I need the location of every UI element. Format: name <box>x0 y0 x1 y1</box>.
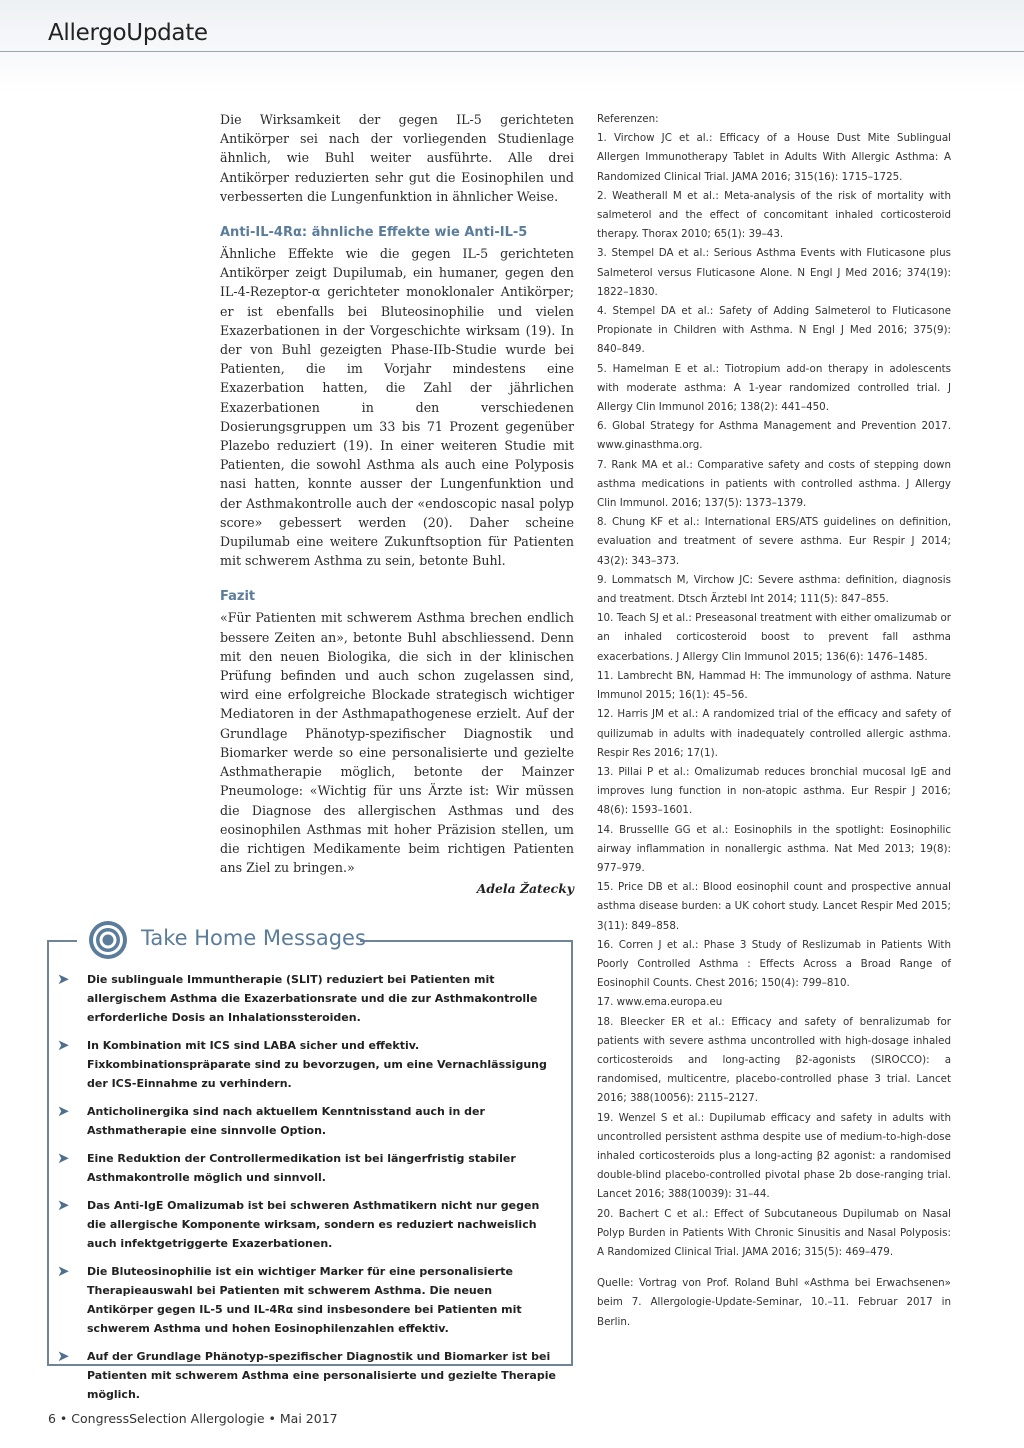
take-home-top-border-right <box>360 940 573 942</box>
reference-item: 19. Wenzel S et al.: Dupilumab efficacy and safety in adults with uncontrolled persistent asthma despite use of medium-to-high-dose inhaled corticosteroids plus a long-acting β2 agonist: a randomised double-blind placebo-controlled pivotal phase 2b dose-ranging trial. Lancet 2016; 388(10039): 31–44. <box>597 1111 951 1201</box>
arrow-bullet-icon: ➤ <box>57 1036 70 1054</box>
article-left-column <box>220 110 574 896</box>
arrow-bullet-icon: ➤ <box>57 1196 70 1214</box>
take-home-text: Das Anti-IgE Omalizumab ist bei schweren Asthmatikern nicht nur gegen die allergische Komponente wirksam, sondern es reduziert nachweislich auch infektgetriggerte Exazerbationen. <box>87 1199 540 1250</box>
take-home-title: Take Home Messages <box>141 926 366 950</box>
take-home-list <box>57 970 562 1413</box>
section-heading-anti-il4: Anti-IL-4Rα: ähnliche Effekte wie Anti-IL-5 <box>220 225 528 241</box>
reference-item: 11. Lambrecht BN, Hammad H: The immunology of asthma. Nature Immunol 2015; 16(1): 45–56. <box>597 669 951 702</box>
reference-item: 13. Pillai P et al.: Omalizumab reduces bronchial mucosal IgE and improves lung function in non-atopic asthma. Eur Respir J 2016; 48(6): 1593–1601. <box>597 765 951 817</box>
reference-item: 18. Bleecker ER et al.: Efficacy and safety of benralizumab for patients with severe asthma uncontrolled with high-dosage inhaled corticosteroids and long-acting β2-agonists (SIROCCO): a randomised, multicentre, placebo-controlled phase 3 trial. Lancet 2016; 388(10056): 2115–2127. <box>597 1015 951 1105</box>
take-home-item <box>57 1262 562 1338</box>
take-home-text: Auf der Grundlage Phänotyp-spezifischer Diagnostik und Biomarker ist bei Patienten mit schwerem Asthma eine personalisierte und gezielte Therapie möglich. <box>87 1350 556 1401</box>
reference-item: 15. Price DB et al.: Blood eosinophil count and prospective annual asthma disease burden: a UK cohort study. Lancet Respir Med 2015; 3(11): 849–858. <box>597 881 951 932</box>
arrow-bullet-icon: ➤ <box>57 1347 70 1365</box>
reference-item: 9. Lommatsch M, Virchow JC: Severe asthma: definition, diagnosis and treatment. Dtsch Ärztebl Int 2014; 111(5): 847–855. <box>597 573 951 606</box>
take-home-item <box>57 1196 562 1253</box>
reference-item: 1. Virchow JC et al.: Efficacy of a House Dust Mite Sublingual Allergen Immunotherapy Tablet in Adults With Allergic Asthma: A Randomized Clinical Trial. JAMA 2016; 315(16): 1715–1725. <box>597 132 951 183</box>
reference-item: 2. Weatherall M et al.: Meta-analysis of the risk of mortality with salmeterol and the effect of concomitant inhaled corticosteroid therapy. Thorax 2010; 65(1): 39–43. <box>597 189 951 241</box>
arrow-bullet-icon: ➤ <box>57 1262 70 1280</box>
take-home-item <box>57 1036 562 1093</box>
reference-item: 7. Rank MA et al.: Comparative safety and costs of stepping down asthma medications in patients with controlled asthma. J Allergy Clin Immunol. 2016; 137(5): 1373–1379. <box>597 458 951 510</box>
reference-item: 20. Bachert C et al.: Effect of Subcutaneous Dupilumab on Nasal Polyp Burden in Patients With Chronic Sinusitis and Nasal Polyposis: A Randomized Clinical Trial. JAMA 2016; 315(5): 469–479. <box>597 1207 951 1258</box>
reference-item: 6. Global Strategy for Asthma Management and Prevention 2017. www.ginasthma.org. <box>597 420 951 452</box>
intro-paragraph: Die Wirksamkeit der gegen IL-5 gerichteten Antikörper sei nach der vorliegenden Studienlage ähnlich, wie Buhl weiter ausführte. Alle drei Antikörper reduzierten sehr gut die Eosinophilen und verbesserten die Lungenfunktion in ähnlicher Weise. <box>220 112 574 204</box>
references-list <box>597 129 951 1262</box>
reference-item: 17. www.ema.europa.eu <box>597 996 723 1009</box>
reference-item: 8. Chung KF et al.: International ERS/ATS guidelines on definition, evaluation and treatment of severe asthma. Eur Respir J 2014; 43(2): 343–373. <box>597 516 951 567</box>
take-home-text: In Kombination mit ICS sind LABA sicher und effektiv. Fixkombinationspräparate sind zu bevorzugen, um eine Vernachlässigung der ICS-Einnahme zu verhindern. <box>87 1039 547 1090</box>
references-heading: Referenzen: <box>597 113 659 125</box>
paragraph-fazit: «Für Patienten mit schwerem Asthma brechen endlich bessere Zeiten an», betonte Buhl abschliessend. Denn mit den neuen Biologika, die sich in der klinischen Prüfung befinden und auch schon zugelassen sind, wird eine erfolgreiche Blockade strategisch wichtiger Mediatoren in der Asthmapathogenese erzielt. Auf der Grundlage Phänotyp-spezifischer Diagnostik und Biomarker werde so eine personalisierte und gezielte Asthmatherapie möglich, betonte der Mainzer Pneumologe: «Wichtig für uns Ärzte ist: Wir müssen die Diagnose des allergischen Asthmas und des eosinophilen Asthmas mit hoher Präzision stellen, um die richtigen Medikamente beim richtigen Patienten ans Ziel zu bringen.» <box>220 610 574 876</box>
reference-item: 5. Hamelman E et al.: Tiotropium add-on therapy in adolescents with moderate asthma: A 1-year randomized controlled trial. J Allergy Clin Immunol 2016; 138(2): 441–450. <box>597 362 951 414</box>
take-home-text: Eine Reduktion der Controllermedikation ist bei längerfristig stabiler Asthmakontrolle möglich und sinnvoll. <box>87 1152 516 1184</box>
take-home-item <box>57 970 562 1027</box>
reference-item: 10. Teach SJ et al.: Preseasonal treatment with either omalizumab or an inhaled corticosteroid boost to prevent fall asthma exacerbations. J Allergy Clin Immunol 2015; 136(6): 1476–1485. <box>597 612 951 663</box>
reference-item: 14. Brussellle GG et al.: Eosinophils in the spotlight: Eosinophilic airway inflammation in nonallergic asthma. Nat Med 2013; 19(8): 977–979. <box>597 823 951 874</box>
arrow-bullet-icon: ➤ <box>57 1149 70 1167</box>
author-name: Adela Žatecky <box>476 881 574 897</box>
take-home-text: Anticholinergika sind nach aktuellem Kenntnisstand auch in der Asthmatherapie eine sinnvolle Option. <box>87 1105 485 1137</box>
take-home-text: Die sublinguale Immuntherapie (SLIT) reduziert bei Patienten mit allergischem Asthma die Exazerbationsrate und die zur Asthmakontrolle erforderliche Dosis an Inhalationssteroiden. <box>87 973 538 1024</box>
take-home-top-border-left <box>47 940 77 942</box>
section-heading-fazit: Fazit <box>220 589 256 605</box>
paragraph-anti-il4: Ähnliche Effekte wie die gegen IL-5 gerichteten Antikörper zeigt Dupilumab, ein humaner, gegen den IL-4-Rezeptor-α gerichteter monoklonaler Antikörper; er ist ebenfalls bei Bluteosinophilie und vielen Exazerbationen in der Vorgeschichte wirksam (19). In der von Buhl gezeigten Phase-IIb-Studie wurde bei Patienten, die im Vorjahr mindestens eine Exazerbation hatten, die Zahl der jährlichen Exazerbationen in den verschiedenen Dosierungsgruppen um 33 bis 71 Prozent gegenüber Plazebo reduziert (19). In einer weiteren Studie mit Patienten, die sowohl Asthma als auch eine Polyposis nasi hatten, konnte ausser der Lungenfunktion und der Asthmakontrolle auch der «endoscopic nasal polyp score» gebessert werden (20). Daher scheine Dupilumab eine weitere Zukunftsoption für Patienten mit schwerem Asthma zu sein, betonte Buhl. <box>220 246 574 569</box>
references-column <box>597 110 951 1332</box>
take-home-text: Die Bluteosinophilie ist ein wichtiger Marker für eine personalisierte Therapieauswahl bei Patienten mit schwerem Asthma. Die neuen Antikörper gegen IL-5 und IL-4Rα sind insbesondere bei Patienten mit schwerem Asthma und hohen Eosinophilenzahlen effektiv. <box>87 1265 522 1335</box>
reference-item: 12. Harris JM et al.: A randomized trial of the efficacy and safety of quilizumab in adults with inadequately controlled allergic asthma. Respir Res 2016; 17(1). <box>597 708 951 759</box>
reference-item: 16. Corren J et al.: Phase 3 Study of Reslizumab in Patients With Poorly Controlled Asthma : Effects Across a Broad Range of Eosinophil Counts. Chest 2016; 150(4): 799–810. <box>597 938 951 990</box>
take-home-item <box>57 1149 562 1187</box>
take-home-item <box>57 1347 562 1404</box>
target-icon <box>88 920 128 960</box>
reference-item: 4. Stempel DA et al.: Safety of Adding Salmeterol to Fluticasone Propionate in Children with Asthma. N Engl J Med 2016; 375(9): 840–849. <box>597 305 951 356</box>
arrow-bullet-icon: ➤ <box>57 1102 70 1120</box>
page-footer: 6 • CongressSelection Allergologie • Mai 2017 <box>48 1411 338 1426</box>
header-bar <box>0 0 1024 92</box>
header-divider <box>0 51 1024 52</box>
source-note: Quelle: Vortrag von Prof. Roland Buhl «Asthma bei Erwachsenen» beim 7. Allergologie-Update-Seminar, 10.–11. Februar 2017 in Berlin. <box>597 1277 951 1328</box>
reference-item: 3. Stempel DA et al.: Serious Asthma Events with Fluticasone plus Salmeterol versus Fluticasone Alone. N Engl J Med 2016; 374(19): 1822–1830. <box>597 247 951 298</box>
take-home-item <box>57 1102 562 1140</box>
arrow-bullet-icon: ➤ <box>57 970 70 988</box>
brand-title: AllergoUpdate <box>48 20 208 46</box>
